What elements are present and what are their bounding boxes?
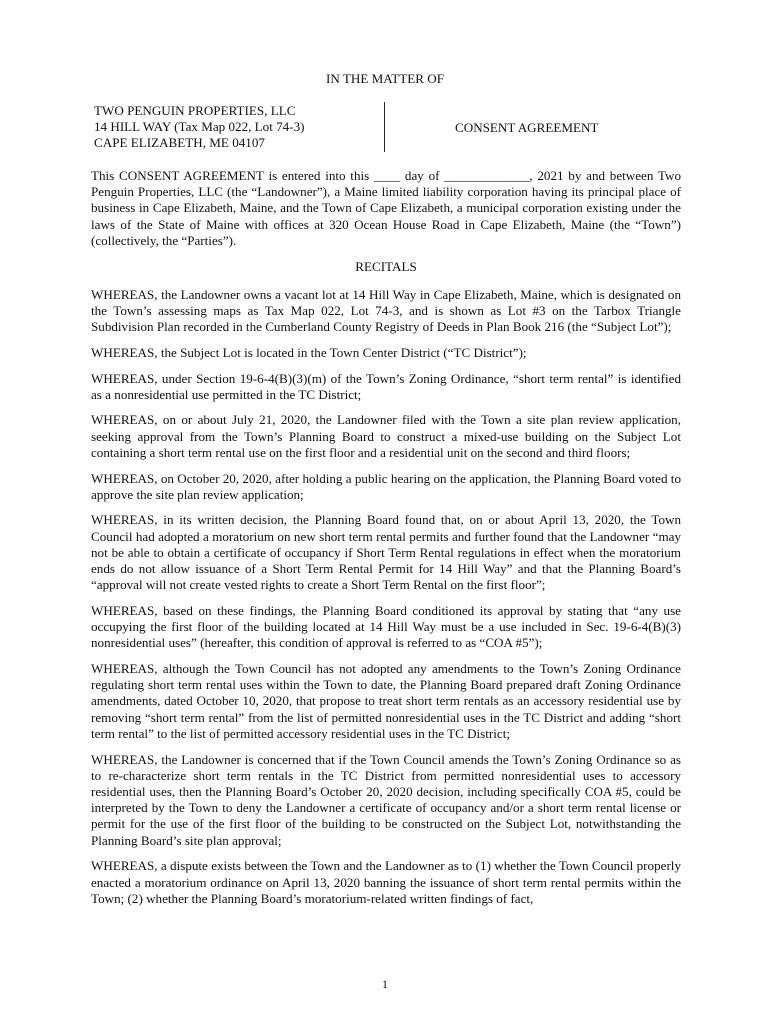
recital-paragraph: WHEREAS, the Landowner is concerned that if the Town Council amends the Town’s Zoning Ordinance so as to re-characterize short term rentals in the TC District from permitted nonresidential uses to accessory residential uses, then the Planning Board’s October 20, 2020 decision, including specifically COA #5, could be interpreted by the Town to deny the Landowner a certificate of occupancy and/or a short term rental license or permit for the use of the first floor of the building to be constructed on the Subject Lot, notwithstanding the Planning Board’s site plan approval; <box>91 751 681 848</box>
recital-paragraph: WHEREAS, although the Town Council has not adopted any amendments to the Town’s Zoning Ordinance regulating short term rental uses within the Town to date, the Planning Board prepared draft Zoning Ordinance amendments, dated October 10, 2020, that propose to treat short term rentals as an accessory residential use by removing “short term rental” from the list of permitted nonresidential uses in the TC District and adding “short term rental” to the list of permitted accessory residential uses in the TC District; <box>91 661 681 741</box>
caption-party-line: TWO PENGUIN PROPERTIES, LLC <box>94 103 296 118</box>
recital-paragraph: WHEREAS, on or about July 21, 2020, the Landowner filed with the Town a site plan review application, seeking approval from the Town’s Planning Board to construct a mixed-use building on the Subject Lot containing a short term rental use on the first floor and a residential unit on the second and third floors; <box>91 412 681 460</box>
caption-address-line: 14 HILL WAY (Tax Map 022, Lot 74-3) <box>94 119 305 135</box>
recitals-heading: RECITALS <box>355 258 417 274</box>
recital-paragraph: WHEREAS, the Landowner owns a vacant lot at 14 Hill Way in Cape Elizabeth, Maine, which is designated on the Town’s assessing maps as Tax Map 022, Lot 74-3, and is shown as Lot #3 on the Tarbox Triangle Subdivision Plan recorded in the Cumberland County Registry of Deeds in Plan Book 216 (the “Subject Lot”); <box>91 286 681 335</box>
recital-paragraph: WHEREAS, the Subject Lot is located in the Town Center District (“TC District”); <box>91 344 527 360</box>
caption-city-line: CAPE ELIZABETH, ME 04107 <box>94 135 265 151</box>
recital-paragraph: WHEREAS, a dispute exists between the Town and the Landowner as to (1) whether the Town Council properly enacted a moratorium ordinance on April 13, 2020 banning the issuance of short term rental permits within the Town; (2) whether the Planning Board’s moratorium-related written findings of fact, <box>91 858 681 906</box>
document-title: CONSENT AGREEMENT <box>455 120 599 135</box>
intro-paragraph: This CONSENT AGREEMENT is entered into this ____ day of _____________, 2021 by and between Two Penguin Properties, LLC (the “Landowner”), a Maine limited liability corporation having its principal place of business in Cape Elizabeth, Maine, and the Town of Cape Elizabeth, a municipal corporation existing under the laws of the State of Maine with offices at 320 Ocean House Road in Cape Elizabeth, Maine (the “Town”) (collectively, the “Parties”). <box>91 168 681 248</box>
document-body <box>91 168 681 916</box>
case-caption <box>94 103 305 152</box>
matter-heading: IN THE MATTER OF <box>326 71 444 86</box>
recital-paragraph: WHEREAS, in its written decision, the Planning Board found that, on or about April 13, 2020, the Town Council had adopted a moratorium on new short term rental permits and further found that the Landowner “may not be able to obtain a certificate of occupancy if Short Term Rental regulations in effect when the moratorium ends do not allow issuance of a Short Term Rental Permit for 14 Hill Way” and that the Planning Board’s “approval will not create vested rights to create a Short Term Rental on the first floor”; <box>91 512 681 593</box>
caption-divider <box>384 102 385 152</box>
recital-paragraph: WHEREAS, based on these findings, the Planning Board conditioned its approval by stating that “any use occupying the first floor of the building located at 14 Hill Way must be a use included in Sec. 19-6-4(B)(3) nonresidential uses” (hereafter, this condition of approval is referred to as “COA #5”); <box>91 602 681 651</box>
recital-paragraph: WHEREAS, on October 20, 2020, after holding a public hearing on the application, the Planning Board voted to approve the site plan review application; <box>91 470 681 502</box>
recital-paragraph: WHEREAS, under Section 19-6-4(B)(3)(m) of the Town’s Zoning Ordinance, “short term rental” is identified as a nonresidential use permitted in the TC District; <box>91 370 681 402</box>
page-number: 1 <box>382 977 388 991</box>
